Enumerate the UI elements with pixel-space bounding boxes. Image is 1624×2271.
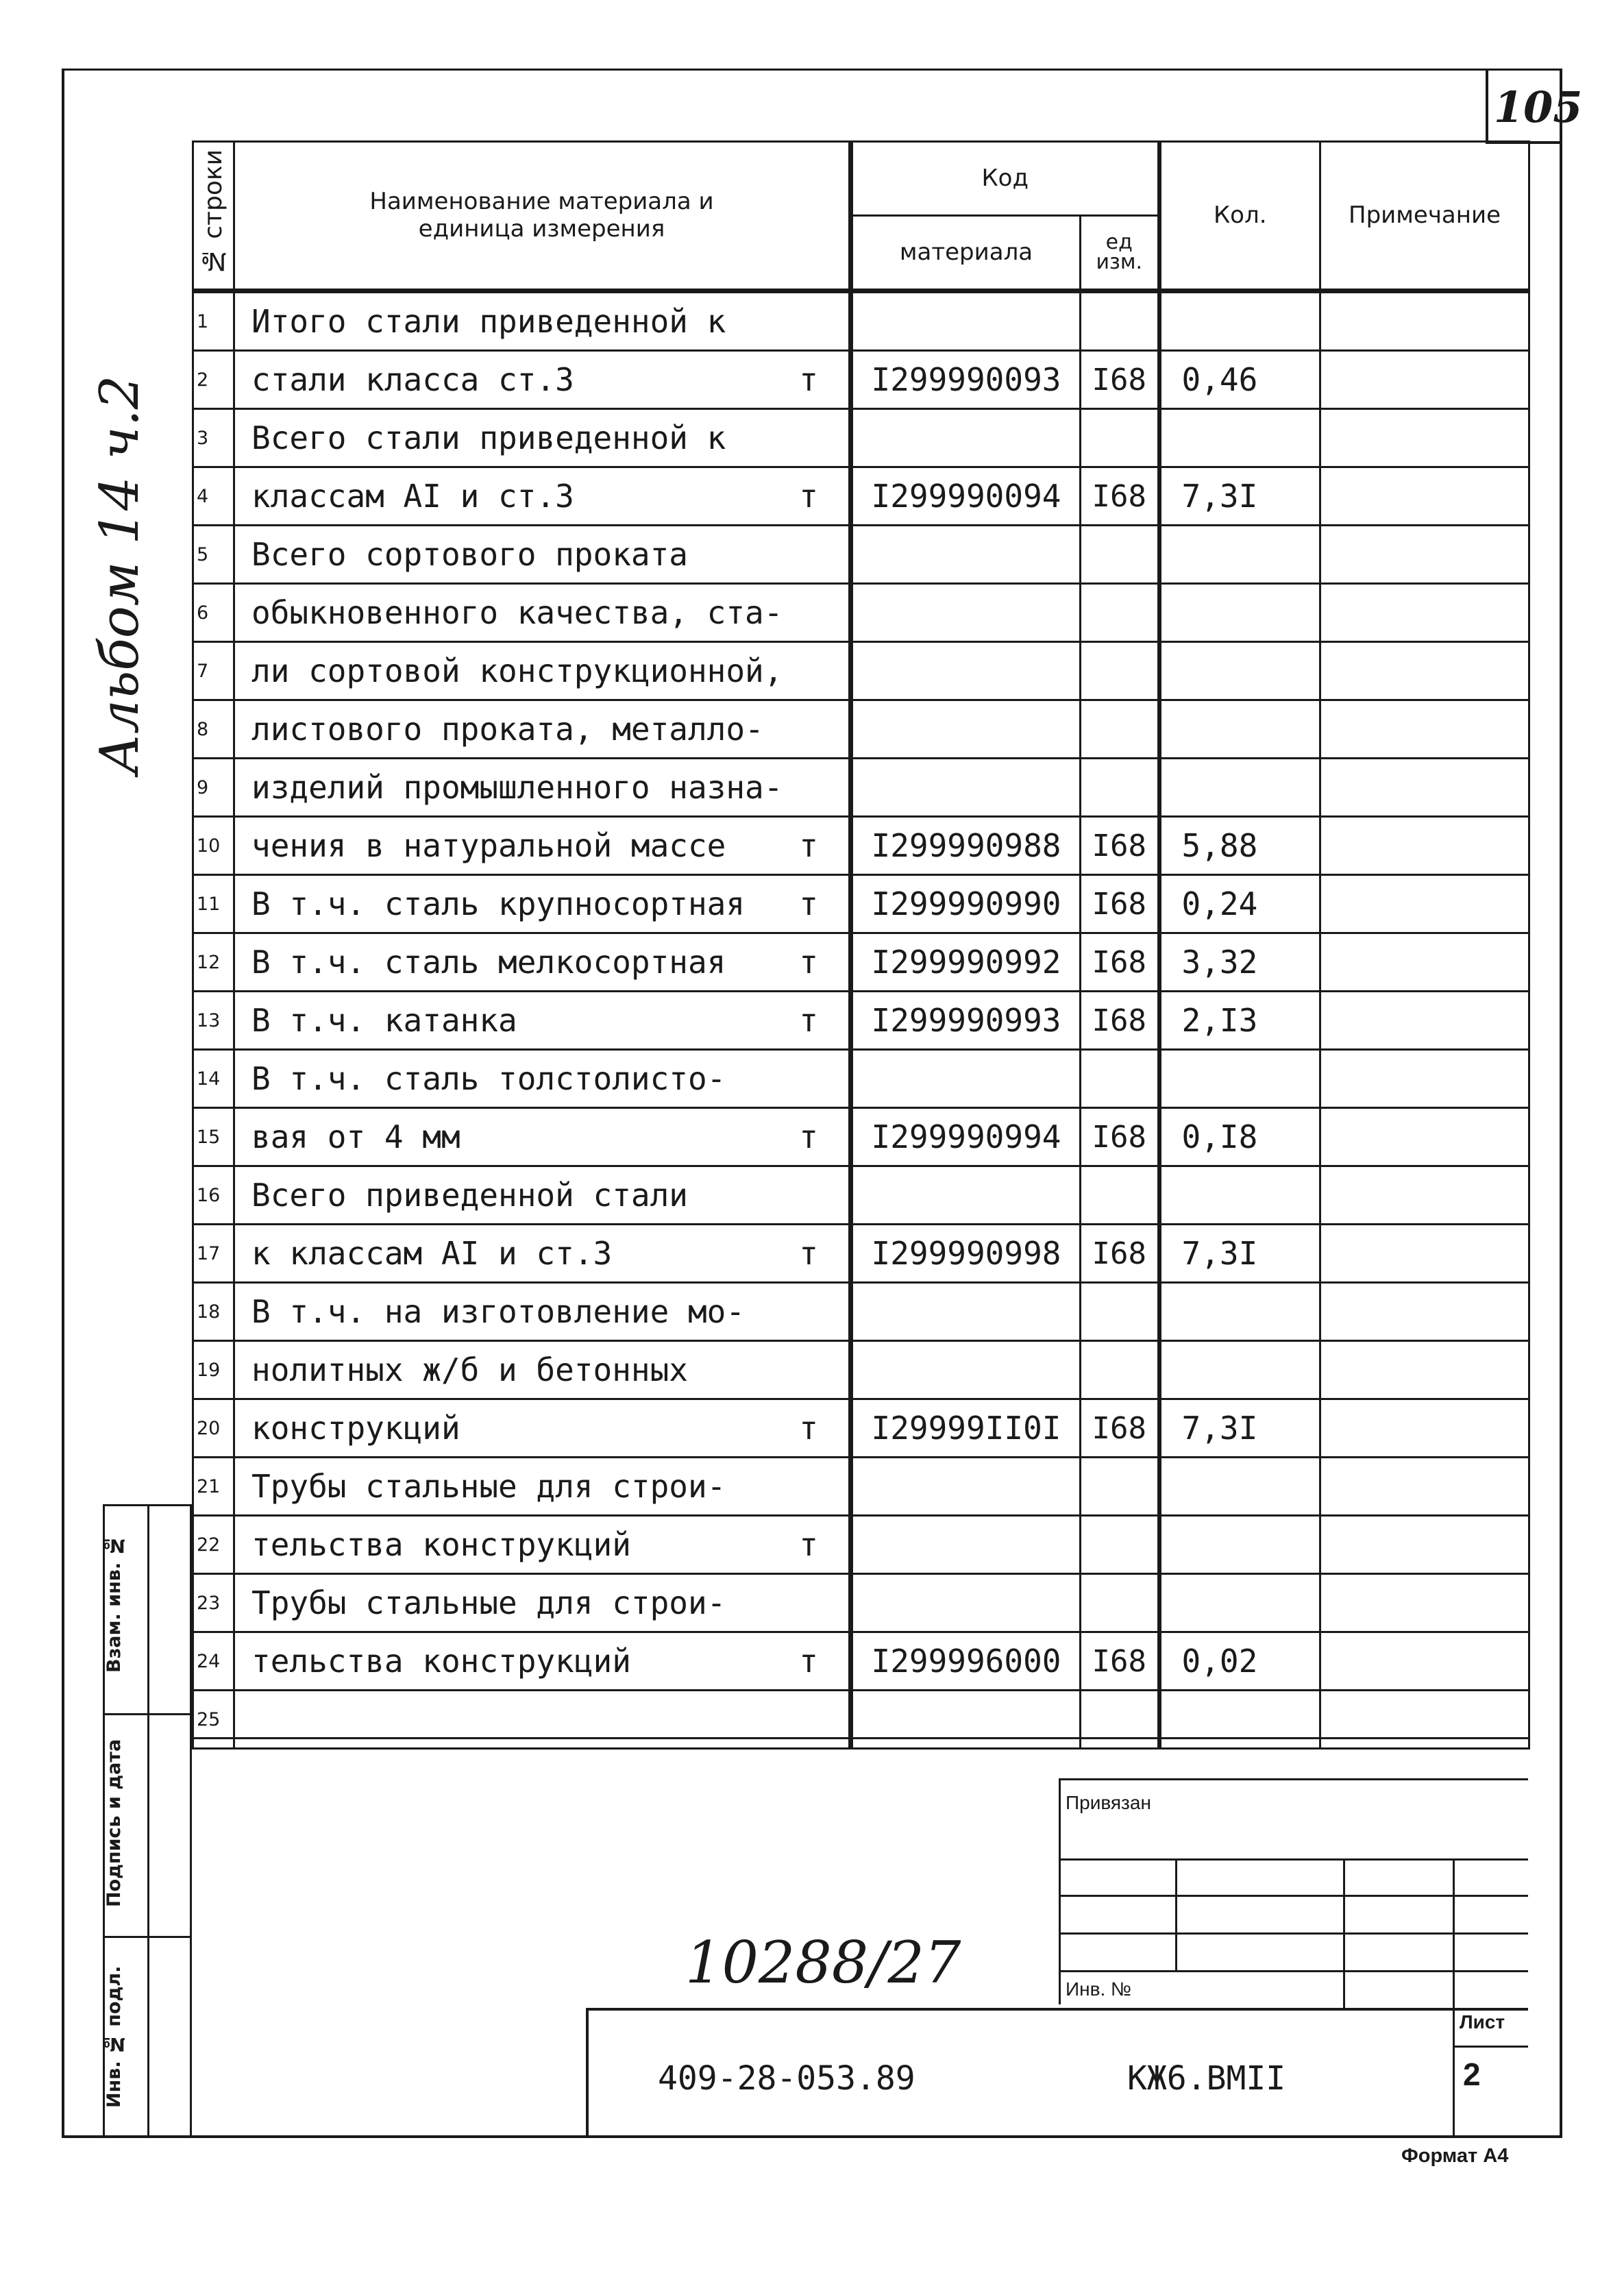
material-code [851, 1574, 1081, 1632]
table-row [193, 1225, 1529, 1283]
material-name: Всего стали приведенной к [234, 409, 851, 467]
row-number: 23 [193, 1574, 234, 1632]
quantity [1159, 1166, 1320, 1225]
material-name: нолитных ж/б и бетонных [234, 1341, 851, 1399]
unit-mark: т [799, 885, 818, 922]
quantity [1159, 700, 1320, 759]
note-cell [1320, 1516, 1529, 1574]
table-row [193, 1691, 1529, 1749]
note-cell [1320, 759, 1529, 817]
material-code: I299990990 [851, 875, 1081, 933]
quantity: 0,46 [1159, 351, 1320, 409]
quantity [1159, 526, 1320, 584]
material-code [851, 584, 1081, 642]
header-qty: Кол. [1159, 142, 1320, 291]
quantity [1159, 1050, 1320, 1108]
material-code [851, 1166, 1081, 1225]
header-code-material: материала [851, 216, 1081, 291]
header-code-unit: ед изм. [1081, 216, 1159, 291]
note-cell [1320, 1399, 1529, 1458]
note-cell [1320, 992, 1529, 1050]
quantity [1159, 759, 1320, 817]
format-label: Формат А4 [1401, 2145, 1509, 2167]
quantity [1159, 291, 1320, 351]
quantity: 5,88 [1159, 817, 1320, 875]
note-cell [1320, 1341, 1529, 1399]
material-name: Итого стали приведенной к [234, 291, 851, 351]
material-name: тельства конструкций т [234, 1516, 851, 1574]
note-cell [1320, 409, 1529, 467]
table-row [193, 992, 1529, 1050]
material-name: листового проката, металло- [234, 700, 851, 759]
list-line [1453, 2046, 1528, 2048]
quantity [1159, 1283, 1320, 1341]
unit-mark: т [799, 478, 818, 515]
row-number: 6 [193, 584, 234, 642]
material-name [234, 1691, 851, 1749]
material-name: обыкновенного качества, ста- [234, 584, 851, 642]
unit-code [1081, 1050, 1159, 1108]
header-row-no: № строки [193, 142, 234, 291]
row-number: 5 [193, 526, 234, 584]
quantity [1159, 1516, 1320, 1574]
row-number: 19 [193, 1341, 234, 1399]
material-code: I299996000 [851, 1632, 1081, 1691]
material-code [851, 700, 1081, 759]
material-name: Всего сортового проката [234, 526, 851, 584]
material-name: изделий промышленного назна- [234, 759, 851, 817]
row-number: 21 [193, 1458, 234, 1516]
unit-mark: т [799, 361, 818, 398]
unit-code [1081, 1341, 1159, 1399]
table-row [193, 1458, 1529, 1516]
note-cell [1320, 642, 1529, 700]
table-row [193, 700, 1529, 759]
stamp-podpis-data: Подпись и дата [103, 1739, 125, 1907]
note-cell [1320, 1166, 1529, 1225]
stamp-inv-podl: Инв. № подл. [103, 1965, 125, 2109]
table-row [193, 1574, 1529, 1632]
note-cell [1320, 1458, 1529, 1516]
row-number: 15 [193, 1108, 234, 1166]
material-name: стали класса ст.3 т [234, 351, 851, 409]
quantity: 7,3I [1159, 467, 1320, 526]
quantity [1159, 584, 1320, 642]
quantity: 0,I8 [1159, 1108, 1320, 1166]
quantity [1159, 1574, 1320, 1632]
note-cell [1320, 700, 1529, 759]
row-number: 8 [193, 700, 234, 759]
material-code: I299990993 [851, 992, 1081, 1050]
unit-code [1081, 1691, 1159, 1749]
table-row [193, 642, 1529, 700]
unit-mark: т [799, 1002, 818, 1039]
handwritten-number: 10288/27 [685, 1929, 961, 1996]
note-cell [1320, 817, 1529, 875]
priv-line [1059, 1970, 1528, 1972]
note-cell [1320, 1050, 1529, 1108]
note-cell [1320, 1632, 1529, 1691]
priv-vline [1175, 1858, 1177, 1970]
table-row [193, 1516, 1529, 1574]
row-number: 16 [193, 1166, 234, 1225]
table-row [193, 1399, 1529, 1458]
sheet-corner-number: 105 [1494, 82, 1583, 132]
unit-code: I68 [1081, 992, 1159, 1050]
material-code: I299990998 [851, 1225, 1081, 1283]
material-code [851, 1691, 1081, 1749]
unit-mark: т [799, 1118, 818, 1155]
material-code: I299990093 [851, 351, 1081, 409]
material-name: к классам АI и ст.3 т [234, 1225, 851, 1283]
list-number: 2 [1463, 2057, 1481, 2092]
bottom-separator [192, 1737, 1528, 1739]
unit-code: I68 [1081, 875, 1159, 933]
stamp-column [103, 1504, 192, 2138]
note-cell [1320, 584, 1529, 642]
note-cell [1320, 526, 1529, 584]
unit-code [1081, 526, 1159, 584]
material-name: В т.ч. сталь мелкосортная т [234, 933, 851, 992]
quantity [1159, 1458, 1320, 1516]
row-number: 14 [193, 1050, 234, 1108]
table-row [193, 584, 1529, 642]
material-code [851, 759, 1081, 817]
unit-code [1081, 1283, 1159, 1341]
material-code [851, 1050, 1081, 1108]
row-number: 20 [193, 1399, 234, 1458]
priv-line [1059, 1858, 1528, 1861]
note-cell [1320, 1574, 1529, 1632]
table-row [193, 817, 1529, 875]
row-number: 25 [193, 1691, 234, 1749]
inv-no-label: Инв. № [1066, 1978, 1132, 2000]
row-number: 4 [193, 467, 234, 526]
material-code: I299990992 [851, 933, 1081, 992]
note-cell [1320, 1108, 1529, 1166]
material-name: В т.ч. катанка т [234, 992, 851, 1050]
unit-mark: т [799, 1410, 818, 1447]
unit-code [1081, 409, 1159, 467]
table-row [193, 759, 1529, 817]
table-row [193, 875, 1529, 933]
row-number: 11 [193, 875, 234, 933]
unit-code [1081, 759, 1159, 817]
material-name: вая от 4 мм т [234, 1108, 851, 1166]
unit-code: I68 [1081, 1399, 1159, 1458]
quantity: 0,24 [1159, 875, 1320, 933]
unit-mark: т [799, 1643, 818, 1680]
row-number: 10 [193, 817, 234, 875]
material-code [851, 1341, 1081, 1399]
priv-line [1059, 1932, 1528, 1935]
material-code [851, 1283, 1081, 1341]
table-row [193, 467, 1529, 526]
table-row [193, 291, 1529, 351]
row-number: 1 [193, 291, 234, 351]
table-row [193, 933, 1529, 992]
unit-mark: т [799, 944, 818, 981]
quantity: 7,3I [1159, 1399, 1320, 1458]
note-cell [1320, 1691, 1529, 1749]
row-number: 18 [193, 1283, 234, 1341]
quantity [1159, 1691, 1320, 1749]
material-code [851, 1458, 1081, 1516]
material-code: I299990094 [851, 467, 1081, 526]
material-name: Трубы стальные для строи- [234, 1574, 851, 1632]
material-name: Всего приведенной стали [234, 1166, 851, 1225]
material-name: В т.ч. сталь толстолисто- [234, 1050, 851, 1108]
note-cell [1320, 1283, 1529, 1341]
material-code [851, 291, 1081, 351]
unit-code: I68 [1081, 1108, 1159, 1166]
note-cell [1320, 291, 1529, 351]
material-code: I299990994 [851, 1108, 1081, 1166]
unit-mark: т [799, 827, 818, 864]
row-number: 13 [193, 992, 234, 1050]
list-label: Лист [1460, 2011, 1505, 2033]
material-name: классам АI и ст.3 т [234, 467, 851, 526]
row-number: 3 [193, 409, 234, 467]
unit-code [1081, 584, 1159, 642]
quantity: 2,I3 [1159, 992, 1320, 1050]
unit-code [1081, 1166, 1159, 1225]
unit-code: I68 [1081, 467, 1159, 526]
table-row [193, 351, 1529, 409]
quantity [1159, 642, 1320, 700]
header-note: Примечание [1320, 142, 1529, 291]
privyazan-label: Привязан [1066, 1792, 1151, 1813]
header-code: Код [851, 142, 1159, 216]
table-row [193, 1341, 1529, 1399]
material-code [851, 642, 1081, 700]
quantity: 7,3I [1159, 1225, 1320, 1283]
materials-table [192, 140, 1530, 1750]
material-code: I29999II0I [851, 1399, 1081, 1458]
table-row [193, 1632, 1529, 1691]
quantity: 0,02 [1159, 1632, 1320, 1691]
unit-code: I68 [1081, 933, 1159, 992]
material-name: В т.ч. сталь крупносортная т [234, 875, 851, 933]
table-row [193, 1166, 1529, 1225]
document-code: 409-28-053.89 [658, 2059, 915, 2098]
stamp-vzam-inv: Взам. инв. № [103, 1534, 125, 1673]
note-cell [1320, 467, 1529, 526]
unit-code [1081, 291, 1159, 351]
material-name: ли сортовой конструкционной, [234, 642, 851, 700]
unit-code: I68 [1081, 1225, 1159, 1283]
note-cell [1320, 933, 1529, 992]
material-code [851, 409, 1081, 467]
priv-line [1059, 1895, 1528, 1897]
document-mark: КЖ6.ВМII [1127, 2059, 1286, 2098]
note-cell [1320, 351, 1529, 409]
material-name: тельства конструкций т [234, 1632, 851, 1691]
note-cell [1320, 1225, 1529, 1283]
row-number: 24 [193, 1632, 234, 1691]
row-number: 7 [193, 642, 234, 700]
material-code: I299990988 [851, 817, 1081, 875]
quantity [1159, 409, 1320, 467]
material-name: В т.ч. на изготовление мо- [234, 1283, 851, 1341]
unit-code [1081, 700, 1159, 759]
unit-code [1081, 1516, 1159, 1574]
unit-code: I68 [1081, 351, 1159, 409]
table-row [193, 1050, 1529, 1108]
unit-code [1081, 1574, 1159, 1632]
note-cell [1320, 875, 1529, 933]
row-number: 2 [193, 351, 234, 409]
unit-mark: т [799, 1526, 818, 1563]
table-row [193, 1283, 1529, 1341]
quantity [1159, 1341, 1320, 1399]
material-name: конструкций т [234, 1399, 851, 1458]
quantity: 3,32 [1159, 933, 1320, 992]
material-name: Трубы стальные для строи- [234, 1458, 851, 1516]
table-row [193, 1108, 1529, 1166]
priv-vline [1343, 1858, 1345, 2008]
header-name: Наименование материала и единица измерения [234, 142, 851, 291]
row-number: 12 [193, 933, 234, 992]
material-code [851, 1516, 1081, 1574]
unit-code [1081, 1458, 1159, 1516]
row-number: 9 [193, 759, 234, 817]
material-name: чения в натуральной массе т [234, 817, 851, 875]
unit-mark: т [799, 1235, 818, 1272]
table-row [193, 409, 1529, 467]
row-number: 22 [193, 1516, 234, 1574]
unit-code: I68 [1081, 1632, 1159, 1691]
unit-code: I68 [1081, 817, 1159, 875]
material-code [851, 526, 1081, 584]
row-number: 17 [193, 1225, 234, 1283]
table-row [193, 526, 1529, 584]
unit-code [1081, 642, 1159, 700]
